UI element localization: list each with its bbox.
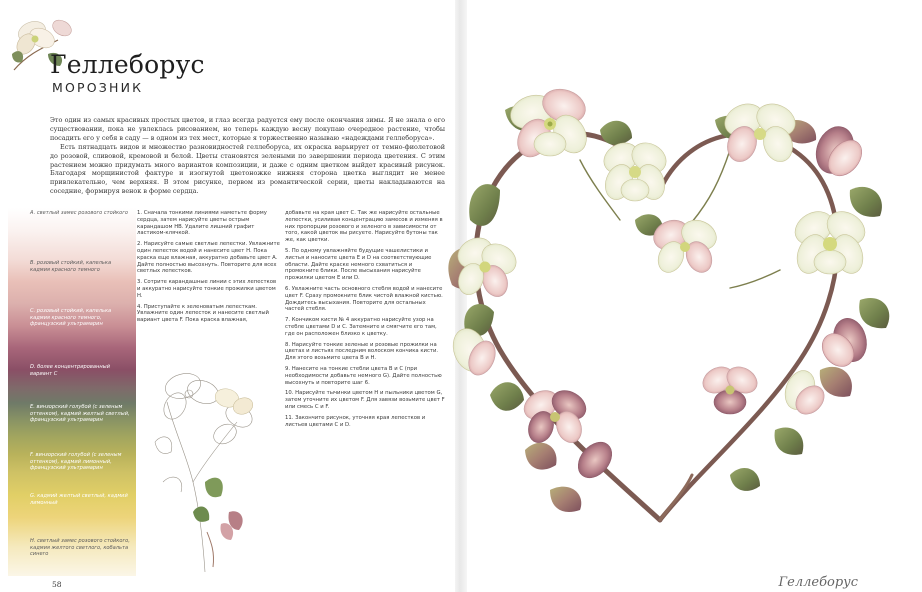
step-text: 8. Нарисуйте тонкие зеленые и розовые прожилки на цветах и листьях последним волоском кончика кисти. Для этого возьмите цвета B и H.: [285, 341, 439, 362]
page-number: 58: [52, 580, 62, 589]
step-text: 3. Сотрите карандашные линии с этих лепестков и аккуратно нарисуйте тонкие прожилки цветом H.: [137, 279, 277, 299]
color-swatch-column: [8, 208, 136, 576]
swatch-label-c: C. розовый стойкий, капелька кадмия красного темного, французский ультрамарин: [30, 308, 112, 327]
instructions-column-1: [137, 210, 280, 328]
step-text: 5. По одному увлажняйте будущие чашелистики и листья и наносите цвета E и D на соответствующие области. Дайте краске немного схватиться и промокните блики. После высыхания нарисуйте прожилки цветом E или D.: [285, 247, 432, 282]
step-text: добавьте на края цвет C. Так же нарисуйте остальные лепестки, усиливая концентрацию замесов и изменяя в них пропорции розового и зеленого в зависимости от того, какой цветок вы рисуете. Нарисуйте бутоны так же, как цветки.: [285, 210, 443, 244]
step-text: 1. Сначала тонкими линиями наметьте форму сердца, затем нарисуйте цветы острым карандашом HB. Удалите лишний графит ластиком-клячкой.: [137, 210, 267, 237]
hellebore-heart-wreath-illustration: [430, 70, 900, 540]
running-head: Геллеборус: [778, 575, 858, 590]
swatch-label-a: A. светлый замес розового стойкого: [30, 210, 129, 216]
step-text: 7. Кончиком кисти № 4 аккуратно нарисуйте узор на стебле цветами D и C. Затемните и смягчите его там, где он расположен близко к цветку.: [285, 317, 437, 337]
step-text: 2. Нарисуйте самые светлые лепестки. Увлажните один лепесток водой и нанесите цвет H. Пока краска еще влажная, аккуратно добавьте цвет A. Дайте полностью высохнуть. Повторите для всех светлых лепестков.: [137, 241, 280, 275]
intro-text: [50, 116, 445, 196]
flowers-group: [447, 83, 871, 484]
swatch-label-b: B. розовый стойкий, капелька кадмия красного темного: [30, 260, 112, 273]
step-text: 11. Закончите рисунок, уточняя края лепестков и листьев цветами C и D.: [285, 414, 426, 428]
page-subtitle: МОРОЗНИК: [52, 80, 144, 95]
page-title: Геллеборус: [50, 50, 205, 79]
step-text: 9. Нанесите на тонкие стебли цвета B и C (при необходимости добавьте немного G). Дайте полностью высохнуть и повторите шаг 6.: [285, 365, 442, 386]
swatch-label-d: D. более концентрированный вариант C: [30, 364, 110, 377]
intro-paragraph: Это один из самых красивых простых цветов, и глаз всегда радуется ему после окончания зимы. Я не знала о его существовании, пока не увлеклась рисованием, но теперь каждую весну покупаю очередное растение, чтобы посадить его у себя в саду — в одном из тех мест, которые я торжественно называю «надеждами геллеборуса».: [50, 116, 445, 142]
step-text: 6. Увлажните часть основного стебля водой и нанесите цвет F. Сразу промокните блик чистой влажной кистью. Дождитесь высыхания. Повторите для остальных частей стебля.: [285, 285, 443, 313]
swatch-label-h: H. светлый замес розового стойкого, кадмия желтого светлого, кобальта синего: [30, 538, 130, 557]
step-text: 4. Приступайте к зеленоватым лепесткам. Увлажните один лепесток и нанесите светлый вариант цвета F. Пока краска влажная,: [137, 303, 269, 324]
instructions-column-2: [285, 210, 445, 432]
swatch-label-f: F. винзорский голубой (с зеленым оттенком), кадмий лимонный, французский ультрамарин: [30, 452, 122, 471]
step-text: 10. Нарисуйте тычинки цветом H и пыльники цветом G, затем уточните их цветом F. Для завязи возьмите цвет F или смесь C и F.: [285, 390, 445, 410]
swatch-label-e: E. винзорский голубой (с зеленым оттенком), кадмий желтый светлый, французский ультрамарин: [30, 404, 130, 423]
intro-paragraph: Есть пятнадцать видов и множество разновидностей геллеборуса, их окраска варьирует от темно-фиолетовой до розовой, сливовой, кремовой и белой. Цветы становятся зелеными по завершении периода цветения. С этим растением можно придумать много вариантов композиции, и даже с одним цветком выйдет красивый рисунок. Благодаря морщинистой фактуре и изогнутой цветоножке нижняя сторона цветка выглядит не менее привлекательно, чем верхняя. В этом рисунке, первом из романтической серии, цветы накладываются на соседние, формируя венок в форме сердца.: [50, 142, 445, 196]
swatch-label-g: G. кадмий желтый светлый, кадмий лимонный: [30, 493, 128, 506]
pencil-sketch-illustration: [145, 362, 265, 574]
